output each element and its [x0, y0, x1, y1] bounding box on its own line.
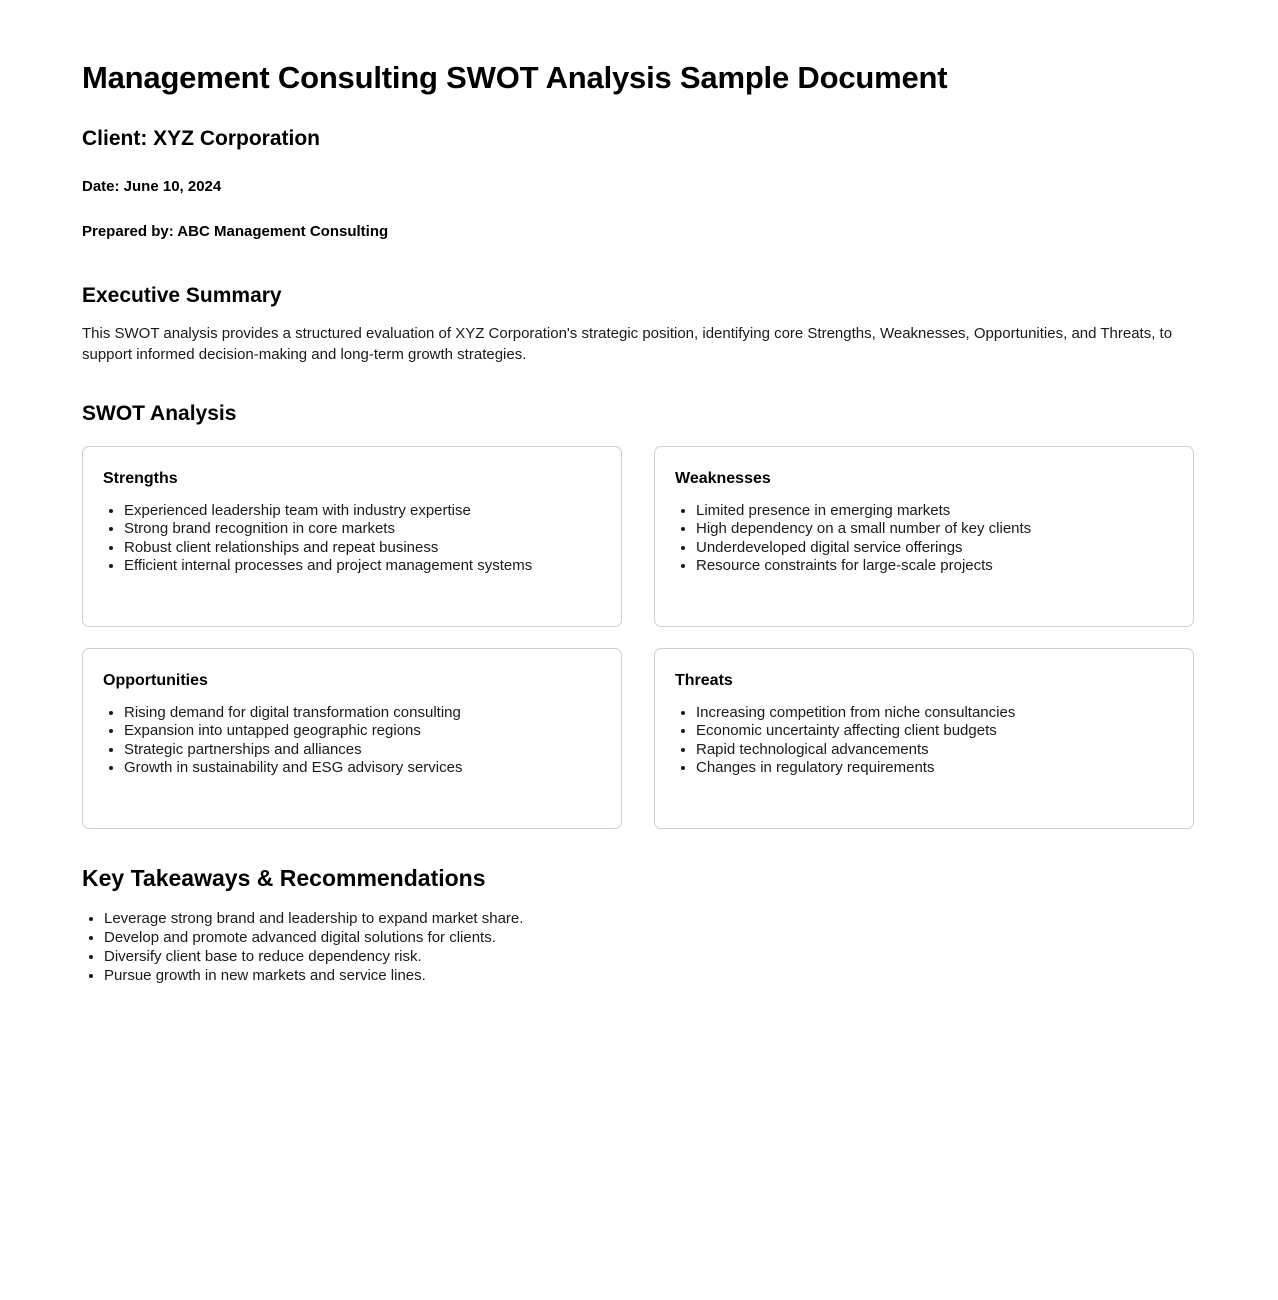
list-item: • Underdeveloped digital service offerings [696, 539, 1173, 557]
document-date: Date: June 10, 2024 [82, 177, 222, 195]
list-item: • Resource constraints for large-scale projects [696, 557, 1173, 575]
list-item: • Leverage strong brand and leadership to expand market share. [104, 909, 1196, 928]
list-item: • Experienced leadership team with industry expertise [124, 502, 601, 520]
list-item: • Strategic partnerships and alliances [124, 741, 601, 759]
list-item: • High dependency on a small number of key clients [696, 520, 1173, 538]
swot-card-strengths [82, 446, 622, 627]
swot-card-list [103, 502, 601, 576]
swot-card-title: Opportunities [103, 671, 208, 689]
list-item: • Pursue growth in new markets and service lines. [104, 966, 1196, 985]
key-takeaways-heading: Key Takeaways & Recommendations [82, 864, 486, 891]
list-item: • Diversify client base to reduce dependency risk. [104, 947, 1196, 966]
list-item: • Strong brand recognition in core markets [124, 520, 601, 538]
list-item: • Limited presence in emerging markets [696, 502, 1173, 520]
list-item: • Rising demand for digital transformation consulting [124, 704, 601, 722]
swot-analysis-heading: SWOT Analysis [82, 402, 237, 426]
swot-grid [82, 446, 1196, 829]
prepared-by: Prepared by: ABC Management Consulting [82, 222, 389, 240]
swot-card-title: Strengths [103, 469, 178, 487]
swot-card-list [675, 502, 1173, 576]
list-item: • Expansion into untapped geographic regions [124, 722, 601, 740]
page-title: Management Consulting SWOT Analysis Sample Document [82, 60, 948, 95]
client-name: Client: XYZ Corporation [82, 126, 320, 150]
executive-summary-heading: Executive Summary [82, 283, 282, 307]
list-item: • Rapid technological advancements [696, 741, 1173, 759]
swot-card-title: Weaknesses [675, 469, 771, 487]
executive-summary-text: This SWOT analysis provides a structured evaluation of XYZ Corporation's strategic position, identifying core Strengths, Weaknesses, Opportunities, and Threats, to support informed decision-making and long-term growth strategies. [82, 324, 1173, 363]
list-item: • Robust client relationships and repeat business [124, 539, 601, 557]
key-takeaways-list [82, 909, 1196, 985]
swot-card-threats [654, 648, 1194, 829]
swot-card-title: Threats [675, 671, 733, 689]
list-item: • Growth in sustainability and ESG advisory services [124, 759, 601, 777]
list-item: • Economic uncertainty affecting client budgets [696, 722, 1173, 740]
list-item: • Develop and promote advanced digital solutions for clients. [104, 928, 1196, 947]
swot-card-opportunities [82, 648, 622, 829]
swot-card-list [675, 704, 1173, 778]
list-item: • Increasing competition from niche consultancies [696, 704, 1173, 722]
list-item: • Efficient internal processes and project management systems [124, 557, 601, 575]
list-item: • Changes in regulatory requirements [696, 759, 1173, 777]
swot-card-list [103, 704, 601, 778]
swot-card-weaknesses [654, 446, 1194, 627]
